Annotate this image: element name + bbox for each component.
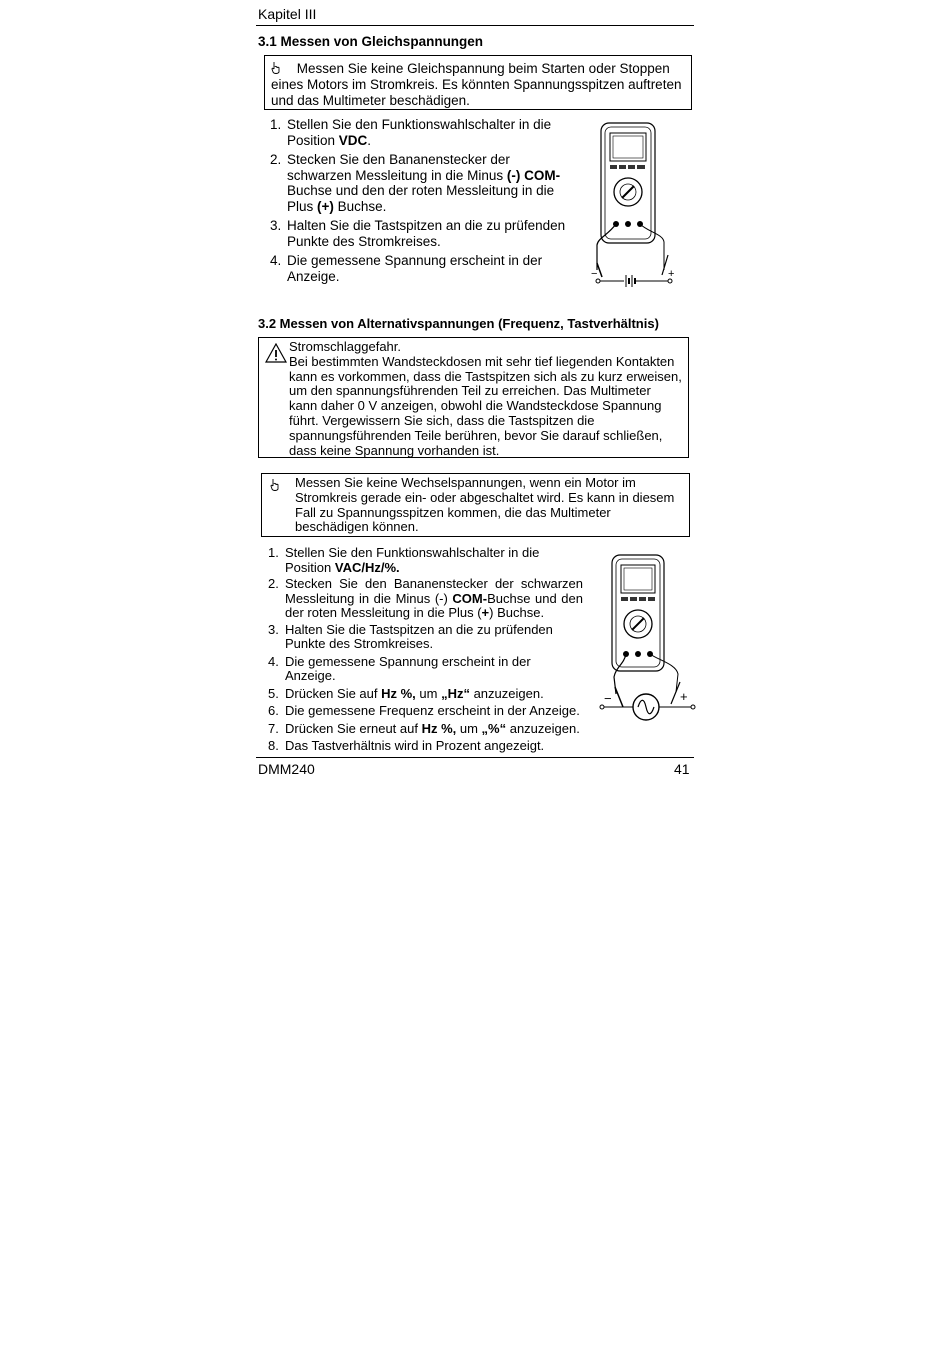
pointing-hand-icon <box>270 478 280 492</box>
multimeter-ac-figure <box>596 552 700 724</box>
steps-list-ac <box>256 546 583 754</box>
list-item: 1. Stellen Sie den Funktionswahlschalter in die Position VDC. <box>270 117 552 148</box>
pointing-hand-icon <box>271 61 281 75</box>
note-box-ac <box>261 473 690 537</box>
page-number: 41 <box>674 761 690 777</box>
minus-label: − <box>591 268 598 280</box>
list-item: 6. Die gemessene Frequenz erscheint in der Anzeige. <box>268 703 580 718</box>
warning-box <box>258 337 689 458</box>
list-item: 4. Die gemessene Spannung erscheint in der Anzeige. <box>268 653 531 683</box>
list-item: 3. Halten Sie die Tastspitzen an die zu prüfenden Punkte des Stromkreises. <box>270 218 566 249</box>
steps-list-dc <box>258 117 568 284</box>
list-item: 1. Stellen Sie den Funktionswahlschalter in die Position VAC/Hz/%. <box>268 545 540 575</box>
list-item: 8. Das Tastverhältnis wird in Prozent angezeigt. <box>268 738 545 753</box>
note-text-ac: Messen Sie keine Wechselspannungen, wenn ein Motor im Stromkreis gerade ein- oder abgeschaltet wird. Es kann in diesem Fall zu Spannungsspitzen kommen, die das Multimeter beschädigen können. <box>295 475 675 535</box>
warning-text: Bei bestimmten Wandsteckdosen mit sehr tief liegenden Kontakten kann es vorkommen, dass die Tastspitzen sich als zu kurz erweisen, um den spannungsführenden Teil zu erreichen. Das Multimeter kann daher 0 V anzeigen, obwohl die Wandsteckdose Spannung führt. Vergewissern Sie sich, dass die Tastspitzen die spannungsführenden Teile berühren, bevor Sie darauf schließen, dass keine Spannung vorhanden ist. <box>289 353 682 458</box>
note-text-dc: Messen Sie keine Gleichspannung beim Starten oder Stoppen eines Motors im Stromkreis. Es könnten Spannungsspitzen auftreten und das Multimeter beschädigen. <box>271 61 682 108</box>
note-box-dc <box>264 55 692 110</box>
list-item: 2. Stecken Sie den Bananenstecker der schwarzen Messleitung in die Minus (-) COM-Buchse und den der roten Messleitung in die Plus (+) Buchse. <box>268 576 584 620</box>
footer-model: DMM240 <box>258 761 315 777</box>
section-title-3-2: 3.2 Messen von Alternativspannungen (Frequenz, Tastverhältnis) <box>258 316 659 331</box>
list-item: 4. Die gemessene Spannung erscheint in der Anzeige. <box>270 253 543 284</box>
minus-label: − <box>604 691 612 706</box>
header-rule <box>256 25 694 26</box>
chapter-header: Kapitel III <box>258 6 317 22</box>
footer-rule <box>256 757 694 758</box>
plus-label: + <box>680 689 688 704</box>
list-item: 2. Stecken Sie den Bananenstecker der schwarzen Messleitung in die Minus (-) COM-Buchse und den der roten Messleitung in die Plus (+) Buchse. <box>270 152 561 214</box>
list-item: 7. Drücken Sie erneut auf Hz %, um „%“ anzuzeigen. <box>268 720 580 736</box>
multimeter-dc-figure <box>588 120 680 292</box>
section-title-3-1: 3.1 Messen von Gleichspannungen <box>258 34 484 49</box>
warning-title: Stromschlaggefahr. <box>289 339 402 354</box>
list-item: 3. Halten Sie die Tastspitzen an die zu prüfenden Punkte des Stromkreises. <box>268 621 553 651</box>
warning-triangle-icon <box>265 343 287 363</box>
list-item: 5. Drücken Sie auf Hz %, um „Hz“ anzuzeigen. <box>268 685 544 701</box>
plus-label: + <box>668 268 675 280</box>
